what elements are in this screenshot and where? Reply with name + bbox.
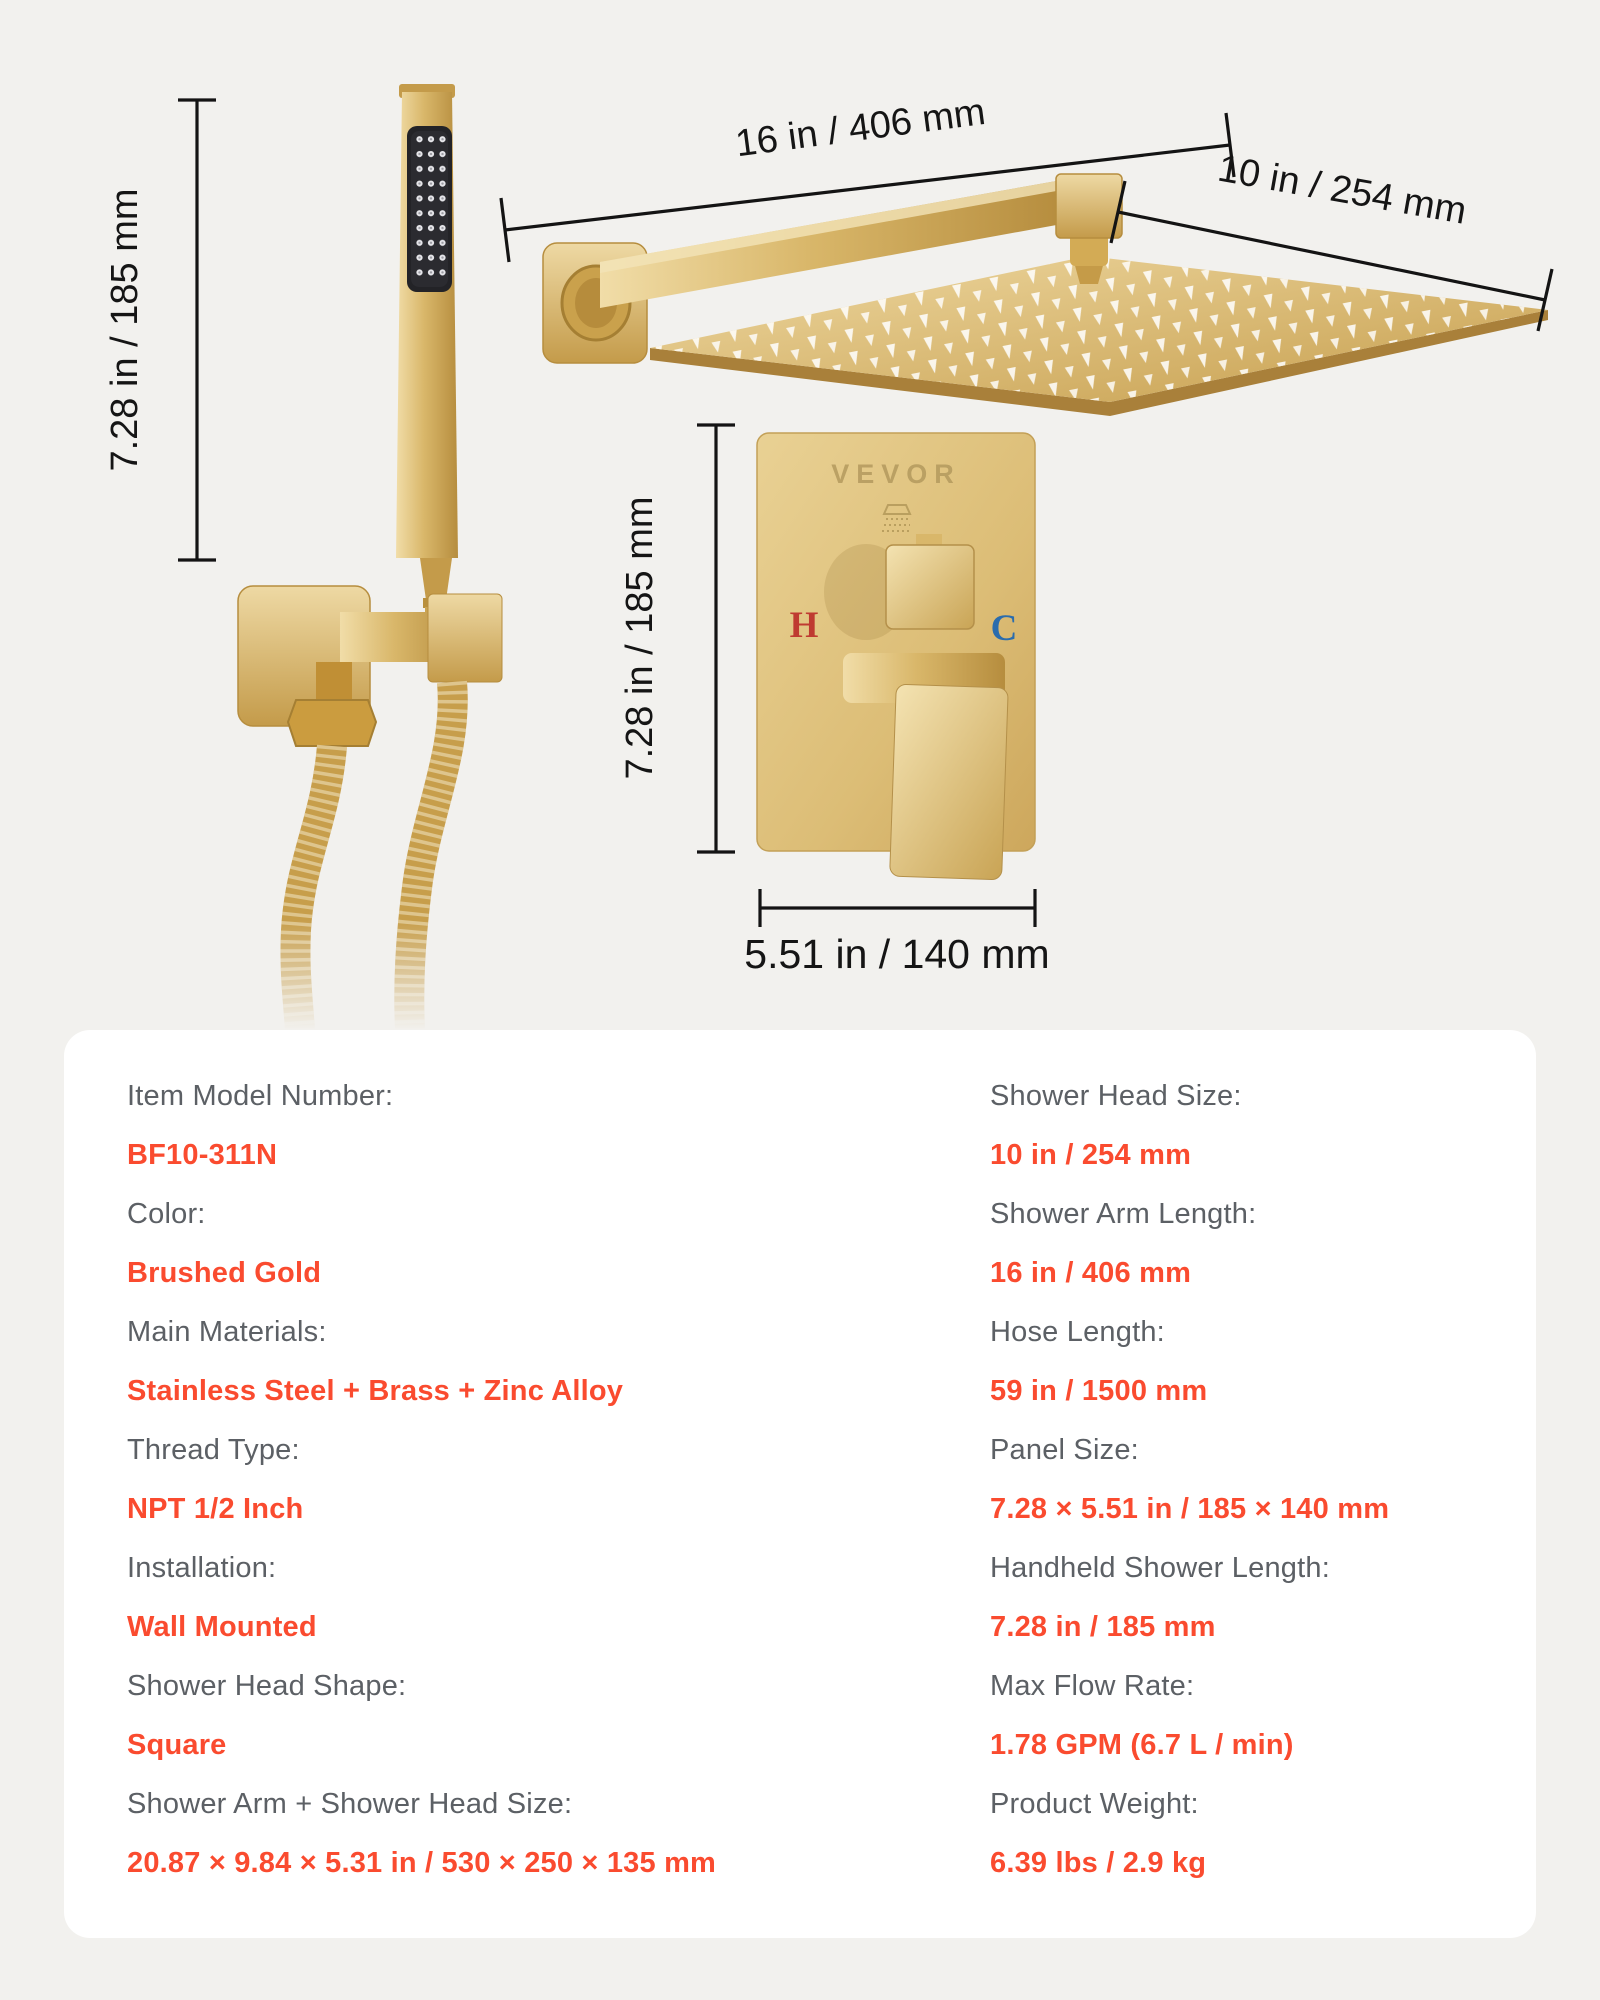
spec-column-left [127, 1078, 967, 1904]
spec-row [127, 1432, 967, 1528]
supply-stub [316, 662, 352, 700]
spec-label: Shower Arm + Shower Head Size: [127, 1788, 573, 1820]
spec-label: Handheld Shower Length: [990, 1552, 1330, 1584]
spec-row [990, 1432, 1510, 1528]
spec-row [990, 1314, 1510, 1410]
spec-row [990, 1550, 1510, 1646]
holder-cube [428, 594, 502, 682]
spec-label: Item Model Number: [127, 1080, 394, 1112]
spec-value: 1.78 GPM (6.7 L / min) [990, 1729, 1294, 1761]
hex-nut [288, 700, 376, 746]
spec-value: Square [127, 1729, 227, 1761]
spec-row [990, 1668, 1510, 1764]
head-dim-label: 10 in / 254 mm [1214, 147, 1470, 233]
spec-row [127, 1078, 967, 1174]
spec-value: NPT 1/2 Inch [127, 1493, 304, 1525]
spec-label: Thread Type: [127, 1434, 300, 1466]
spec-value: Stainless Steel + Brass + Zinc Alloy [127, 1375, 624, 1407]
arm-dim-label: 16 in / 406 mm [733, 90, 988, 166]
panel-width-dim-label: 5.51 in / 140 mm [744, 931, 1050, 977]
spec-row [127, 1786, 967, 1882]
spec-value: 6.39 lbs / 2.9 kg [990, 1847, 1207, 1879]
spec-label: Shower Head Size: [990, 1080, 1242, 1112]
hose-fade [240, 920, 570, 1030]
handheld-shower [396, 84, 458, 616]
spec-label: Max Flow Rate: [990, 1670, 1195, 1702]
spec-value: Brushed Gold [127, 1257, 322, 1289]
spec-row [127, 1196, 967, 1292]
spec-label: Shower Head Shape: [127, 1670, 407, 1702]
spec-value: 7.28 × 5.51 in / 185 × 140 mm [990, 1493, 1390, 1525]
cold-label: C [990, 608, 1018, 649]
shower-hoses [240, 682, 570, 1030]
hot-label: H [789, 605, 819, 646]
spec-label: Main Materials: [127, 1316, 327, 1348]
panel-logo: VEVOR [831, 459, 961, 489]
lever-paddle [890, 684, 1009, 880]
spec-label: Installation: [127, 1552, 277, 1584]
spec-value: 16 in / 406 mm [990, 1257, 1192, 1289]
valve-panel [757, 433, 1035, 880]
spec-value: 59 in / 1500 mm [990, 1375, 1208, 1407]
spec-row [127, 1668, 967, 1764]
wand-face-dots [413, 134, 446, 284]
spec-value: 20.87 × 9.84 × 5.31 in / 530 × 250 × 135 mm [127, 1847, 717, 1879]
spec-label: Hose Length: [990, 1316, 1165, 1348]
spec-value: Wall Mounted [127, 1611, 317, 1643]
spec-row [127, 1550, 967, 1646]
spec-label: Shower Arm Length: [990, 1198, 1257, 1230]
spec-value: 7.28 in / 185 mm [990, 1611, 1216, 1643]
spec-row [127, 1314, 967, 1410]
spec-label: Color: [127, 1198, 206, 1230]
arm-end-block [1056, 174, 1122, 238]
panel-height-dim-label: 7.28 in / 185 mm [619, 496, 661, 780]
spec-row [990, 1078, 1510, 1174]
diverter-knob [886, 545, 974, 629]
spec-row [990, 1196, 1510, 1292]
spec-value: 10 in / 254 mm [990, 1139, 1192, 1171]
spec-column-right [990, 1078, 1510, 1904]
handheld-dim-label: 7.28 in / 185 mm [104, 188, 146, 472]
spec-label: Product Weight: [990, 1788, 1199, 1820]
spec-value: BF10-311N [127, 1139, 278, 1171]
spec-row [990, 1786, 1510, 1882]
spec-card [64, 1030, 1536, 1938]
spec-label: Panel Size: [990, 1434, 1139, 1466]
